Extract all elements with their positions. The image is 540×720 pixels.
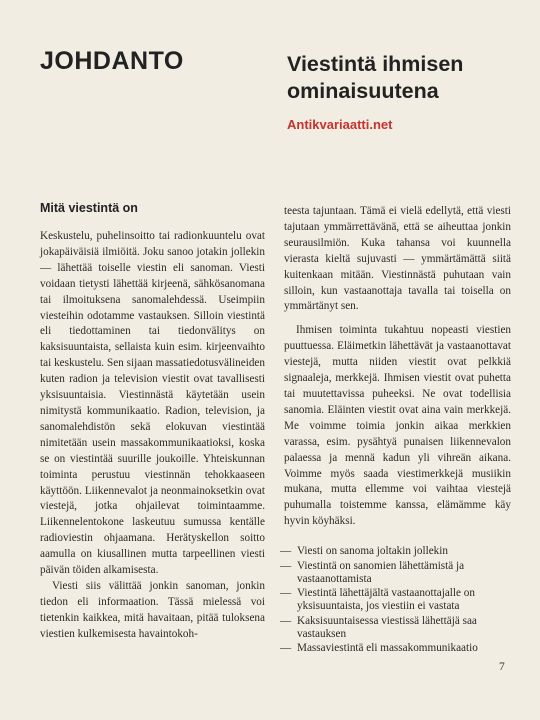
list-item-text: Viestintä on sanomien lähettämistä ja vastaanottamista <box>297 559 465 585</box>
left-column <box>40 229 265 643</box>
list-item <box>280 545 511 558</box>
dash-bullet-icon: — <box>280 559 292 572</box>
main-title-line-1: Viestintä ihmisen <box>287 52 464 76</box>
list-item <box>280 615 511 641</box>
watermark: Antikvariaatti.net <box>287 117 393 132</box>
section-heading: Mitä viestintä on <box>40 201 138 215</box>
summary-list <box>280 545 511 657</box>
paragraph: teesta tajuntaan. Tämä ei vielä edellytä, että viesti tajutaan ymmärrettävänä, että se aiheuttaa jonkin seurausilmiön. Kuka tahansa voi kuunnella vierasta kieltä sujuvasti — ymmärtämättä siitä kuitenkaan mitään. Viestinnästä puhutaan vain silloin, kun vastaanottaja tavalla tai toisella on ymmärtänyt sen. <box>284 205 511 313</box>
list-item-text: Viesti on sanoma joltakin jollekin <box>297 545 448 557</box>
dash-bullet-icon: — <box>280 642 292 654</box>
paragraph: Keskustelu, puhelinsoitto tai radionkuuntelu ovat jokapäiväisiä ilmiöitä. Joku sanoo jotakin jollekin — lähettää toiselle viestin eli sanoman. Viesti voidaan tietysti lähettää kirjeenä, sähkösanomana tai ilmoituksena sanomalehdessä. Useimpiin viesteihin odotamme vastauksen. Silloin viestintä eli tiedottaminen tai tiedonvälitys on kaksisuuntaista, sellaista kuin esim. kirjeenvaihto tai keskustelu. Sen sijaan massatiedotusvälineiden kuten radion ja television viestit ovat tavallisesti yksisuuntaisia. Viestinnästä käytetään usein nimitystä kommunikaatio. Radion, television, ja sanomalehdistön sekä elokuvan viestintää nimitetään usein massakommunikaatioksi, koska se on viestintää suurille joukoille. Yhteiskunnan toiminta perustuu viestinnän tehokkaaseen käyttöön. Liikennevalot ja neonmainoksetkin ovat viestejä, jotka ohjailevat toimintaamme. Liikennelentokone laskeutuu sumussa kentälle radioviestin ohjaamana. Herätyskellon soitto aamulla on kiusallinen mutta tarpeellinen viesti päivän töiden alkamisesta. <box>40 230 265 577</box>
list-item-text: Kaksisuuntaisessa viestissä lähettäjä saa vastauksen <box>297 614 477 640</box>
dash-bullet-icon: — <box>280 545 292 557</box>
list-item <box>280 560 511 586</box>
paragraph: Ihmisen toiminta tukahtuu nopeasti viestien puuttuessa. Eläimetkin lähettävät ja vastaanottavat viestejä, mutta niiden viestit ovat pelkkiä signaaleja, merkkejä. Ihmisen viestit ovat puhetta tai muutettavissa puheeksi. Ne ovat todellisia sanomia. Eläinten viestit ovat aina vain merkkejä. Me voimme toimia jonkin aikaa merkkien varassa, esim. pysähtyä punaisen liikennevalon palaessa ja mennä kadun yli vihreän aikana. Voimme myös saada viestimerkkejä musiikin mukana, mutta ellemme voi vaihtaa viestejä puhumalla toistemme kanssa, elämämme käy hyvin köyhäksi. <box>284 324 511 528</box>
dash-bullet-icon: — <box>280 587 292 599</box>
dash-bullet-icon: — <box>280 614 292 627</box>
list-item <box>280 642 511 655</box>
paragraph: Viesti siis välittää jonkin sanoman, jonkin tiedon eli informaation. Tässä mielessä voi tietenkin kaikkea, mitä havaitaan, pitää tuloksena viestien kulkemisesta havaintokoh- <box>40 579 265 640</box>
main-title-line-2: ominaisuutena <box>287 79 439 103</box>
chapter-title: JOHDANTO <box>40 47 184 75</box>
list-item-text: Viestintä lähettäjältä vastaanottajalle on yksisuuntaista, jos viestiin ei vastata <box>297 587 475 612</box>
right-column <box>284 204 511 530</box>
page-number: 7 <box>499 661 505 673</box>
list-item <box>280 587 511 613</box>
list-item-text: Massaviestintä eli massakommunikaatio <box>297 642 478 654</box>
main-title <box>287 51 527 105</box>
